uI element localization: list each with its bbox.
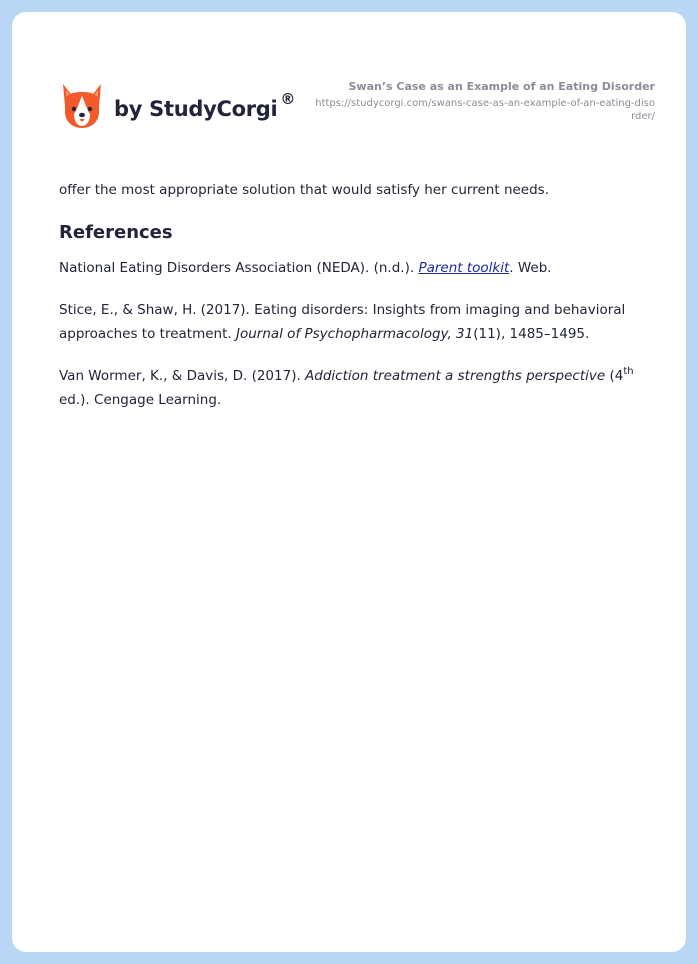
document-url[interactable]: https://studycorgi.com/swans-case-as-an-example-of-an-eating-disorder/ xyxy=(315,98,655,122)
intro-paragraph: offer the most appropriate solution that would satisfy her current needs. xyxy=(59,182,550,198)
corgi-logo-icon xyxy=(60,82,104,130)
reference-3-edition: (4 xyxy=(605,368,624,384)
reference-3-edition-sup: th xyxy=(623,366,634,377)
reference-3-suffix: ed.). Cengage Learning. xyxy=(59,392,222,408)
reference-2-text: Stice, E., & Shaw, H. (2017). Eating disorders: Insights from imaging and behavioral approaches to treatment. xyxy=(59,302,626,342)
reference-2-journal: Journal of Psychopharmacology, 31 xyxy=(235,326,474,342)
reference-2-suffix: (11), 1485–1495. xyxy=(473,326,590,342)
parent-toolkit-link[interactable]: Parent toolkit xyxy=(418,260,510,276)
reference-item-1 xyxy=(59,256,644,280)
reference-3-title: Addiction treatment a strengths perspective xyxy=(305,368,606,384)
logo-text: by StudyCorgi xyxy=(114,97,278,121)
reference-item-3 xyxy=(59,364,644,412)
document-title: Swan’s Case as an Example of an Eating Disorder xyxy=(348,80,655,93)
reference-1-suffix: . Web. xyxy=(509,260,552,276)
reference-1-text: National Eating Disorders Association (NEDA). (n.d.). xyxy=(59,260,419,276)
document-page xyxy=(12,12,686,952)
studycorgi-logo[interactable] xyxy=(60,76,295,136)
reference-item-2 xyxy=(59,298,644,346)
reference-3-text: Van Wormer, K., & Davis, D. (2017). xyxy=(59,368,306,384)
document-content xyxy=(59,178,644,430)
registered-mark: ® xyxy=(280,90,296,108)
document-meta xyxy=(315,79,655,123)
references-heading: References xyxy=(59,222,173,243)
